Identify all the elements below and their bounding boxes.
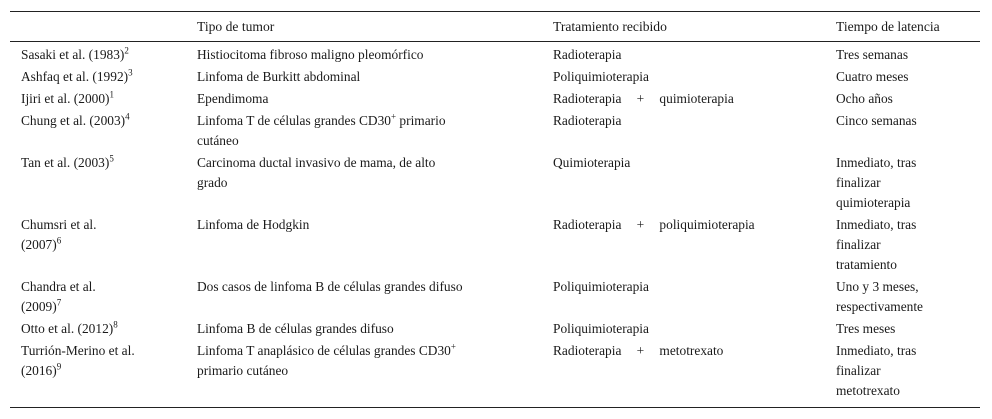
row-2-latency: Ocho años [836,91,893,106]
row-0-latency: Tres semanas [836,47,909,62]
row-0-tumor: Histiocitoma fibroso maligno pleomórfico [197,47,424,62]
row-5-latency: Inmediato, tras finalizar tratamiento [836,217,917,272]
row-3-tumor: Linfoma T de células grandes CD30+ primario cutáneo [197,111,446,148]
row-3-treatment: Radioterapia [553,113,622,128]
row-5-tumor: Linfoma de Hodgkin [197,217,310,232]
row-6-tumor: Dos casos de linfoma B de células grandes difuso [197,279,463,294]
table-bottom-rule [10,407,980,408]
row-1-treatment: Poliquimioterapia [553,69,649,84]
header-treatment: Tratamiento recibido [553,19,667,34]
row-8-author: Turrión-Merino et al. $(2016)^9$ [21,343,135,378]
row-7-tumor: Linfoma B de células grandes difuso [197,321,394,336]
row-5-treatment: Radioterapia + poliquimioterapia [553,217,755,232]
row-7-author: Otto et al. $(2012)^8$ [21,319,118,336]
row-6-treatment: Poliquimioterapia [553,279,649,294]
row-2-treatment: Radioterapia + quimioterapia [553,91,734,106]
row-7-latency: Tres meses [836,321,896,336]
data-table [10,11,980,408]
row-1-tumor: Linfoma de Burkitt abdominal [197,69,361,84]
header-rule [10,41,980,42]
header-latency: Tiempo de latencia [836,19,940,34]
row-2-tumor: Ependimoma [197,91,269,106]
row-2-author: Ijiri et al. $(2000)^1$ [21,89,114,106]
row-4-author: Tan et al. $(2003)^5$ [21,153,114,170]
row-0-author: Sasaki et al. $(1983)^2$ [21,45,129,62]
row-7-treatment: Poliquimioterapia [553,321,649,336]
table-top-rule [10,11,980,12]
header-tumor-type: Tipo de tumor [197,19,275,34]
row-8-treatment: Radioterapia + metotrexato [553,343,724,358]
row-1-author: Ashfaq et al. $(1992)^3$ [21,67,133,84]
row-6-author: Chandra et al. $(2009)^7$ [21,279,96,314]
row-4-treatment: Quimioterapia [553,155,631,170]
row-8-tumor: Linfoma T anaplásico de células grandes CD30+ primario cutáneo [197,341,456,378]
row-5-author: Chumsri et al. $(2007)^6$ [21,217,97,252]
row-6-latency: Uno y 3 meses, respectivamente [836,279,923,314]
row-3-latency: Cinco semanas [836,113,917,128]
row-4-tumor: Carcinoma ductal invasivo de mama, de alto grado [197,155,436,190]
row-1-latency: Cuatro meses [836,69,909,84]
row-4-latency: Inmediato, tras finalizar quimioterapia [836,155,917,210]
row-3-author: Chung et al. $(2003)^4$ [21,111,130,128]
row-8-latency: Inmediato, tras finalizar metotrexato [836,343,917,398]
row-0-treatment: Radioterapia [553,47,622,62]
